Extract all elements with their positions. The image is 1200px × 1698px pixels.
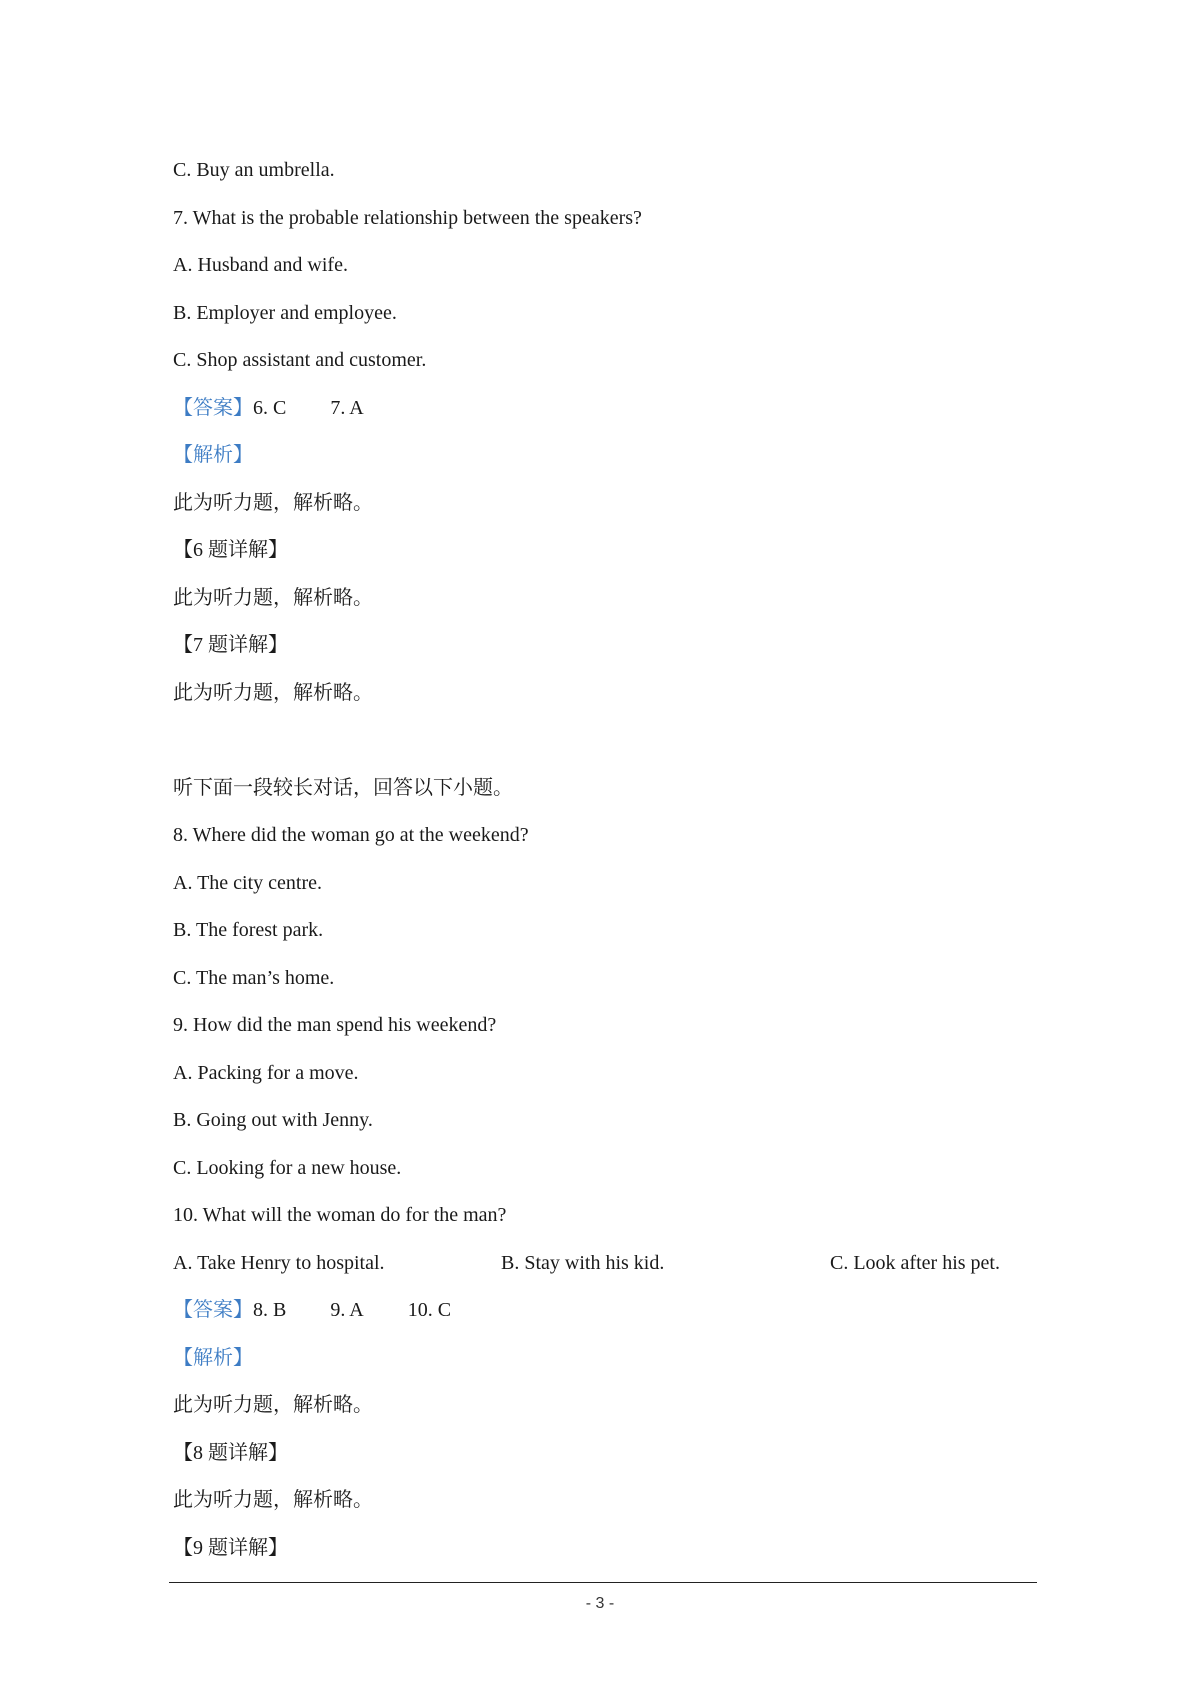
option-9c: C. Looking for a new house. bbox=[173, 1157, 402, 1179]
answer-6: 6. C bbox=[253, 397, 287, 419]
footer-rule bbox=[169, 1582, 1037, 1583]
question-9: 9. How did the man spend his weekend? bbox=[173, 1014, 497, 1036]
option-8b: B. The forest park. bbox=[173, 919, 324, 941]
option-7c: C. Shop assistant and customer. bbox=[173, 349, 427, 371]
answer-10: 10. C bbox=[407, 1299, 452, 1321]
answer-line-6-7 bbox=[173, 396, 364, 420]
detail-text-6: 此为听力题，解析略。 bbox=[173, 587, 373, 609]
analysis-text: 此为听力题，解析略。 bbox=[173, 492, 373, 514]
option-9a: A. Packing for a move. bbox=[173, 1062, 359, 1084]
detail-heading-9: 【9 题详解】 bbox=[173, 1537, 288, 1559]
detail-text-8: 此为听力题，解析略。 bbox=[173, 1489, 373, 1511]
option-9b: B. Going out with Jenny. bbox=[173, 1109, 373, 1131]
answer-line-8-10 bbox=[173, 1298, 451, 1322]
detail-heading-8: 【8 题详解】 bbox=[173, 1442, 288, 1464]
analysis-heading-2: 【解析】 bbox=[173, 1347, 253, 1369]
answer-8: 8. B bbox=[253, 1299, 287, 1321]
analysis-heading: 【解析】 bbox=[173, 444, 253, 466]
answer-label: 【答案】 bbox=[173, 397, 253, 419]
option-10b: B. Stay with his kid. bbox=[501, 1252, 665, 1274]
detail-heading-7: 【7 题详解】 bbox=[173, 634, 288, 656]
question-10: 10. What will the woman do for the man? bbox=[173, 1204, 507, 1226]
option-8a: A. The city centre. bbox=[173, 872, 323, 894]
option-6c: C. Buy an umbrella. bbox=[173, 159, 335, 181]
analysis-text-2: 此为听力题，解析略。 bbox=[173, 1394, 373, 1416]
detail-text-7: 此为听力题，解析略。 bbox=[173, 682, 373, 704]
answer-9: 9. A bbox=[330, 1299, 364, 1321]
answer-7: 7. A bbox=[330, 397, 364, 419]
question-7: 7. What is the probable relationship between the speakers? bbox=[173, 207, 642, 229]
option-10a: A. Take Henry to hospital. bbox=[173, 1252, 385, 1274]
option-7b: B. Employer and employee. bbox=[173, 302, 397, 324]
question-8: 8. Where did the woman go at the weekend? bbox=[173, 824, 529, 846]
detail-heading-6: 【6 题详解】 bbox=[173, 539, 288, 561]
option-7a: A. Husband and wife. bbox=[173, 254, 348, 276]
answer-label: 【答案】 bbox=[173, 1299, 253, 1321]
page-number: - 3 - bbox=[585, 1595, 615, 1612]
option-8c: C. The man’s home. bbox=[173, 967, 335, 989]
option-10c: C. Look after his pet. bbox=[830, 1252, 1000, 1274]
section-instruction: 听下面一段较长对话，回答以下小题。 bbox=[173, 777, 513, 799]
